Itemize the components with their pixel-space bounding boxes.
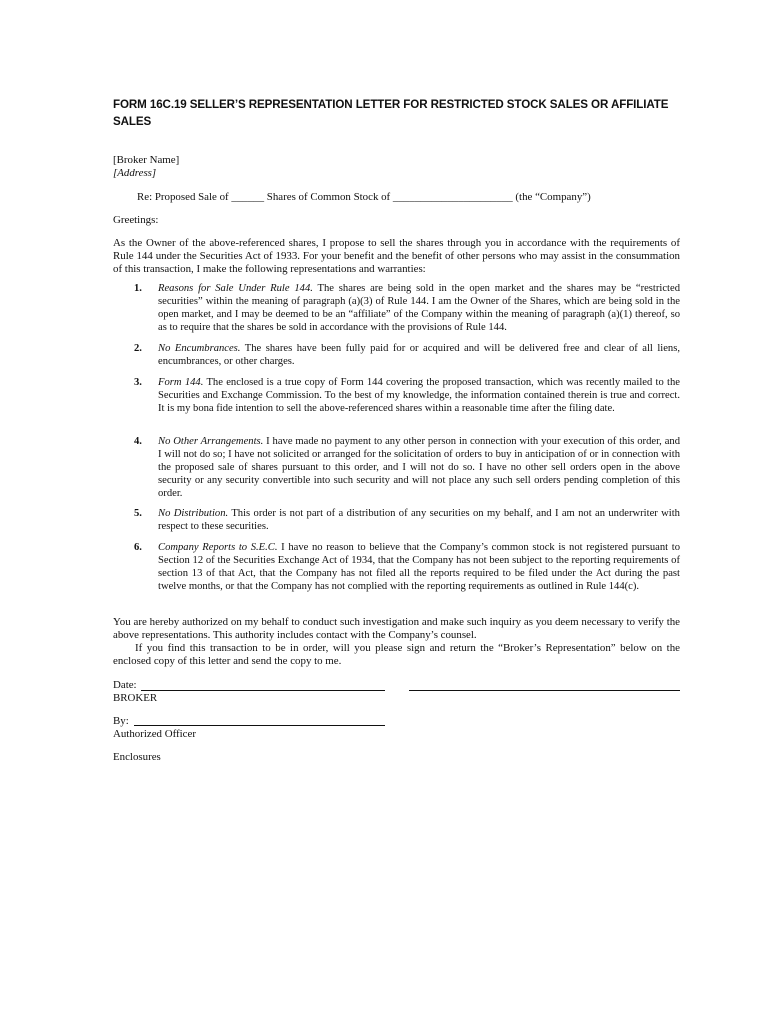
re-line: Re: Proposed Sale of ______ Shares of Common Stock of ______________________ (the “Company”) xyxy=(137,191,591,203)
item-body xyxy=(158,377,680,416)
item-heading: Form 144. xyxy=(158,377,204,388)
item-heading: No Distribution. xyxy=(158,508,229,519)
item-body xyxy=(158,283,680,335)
greeting: Greetings: xyxy=(113,214,159,226)
item-heading: No Other Arrangements. xyxy=(158,436,264,447)
closing-paragraph: If you find this transaction to be in order, will you please sign and return the “Broker’s Representation” below on the enclosed copy of this letter and send the copy to me. xyxy=(113,642,680,668)
item-text: This order is not part of a distribution of any securities on my behalf, and I am not an underwriter with respect to these securities. xyxy=(158,508,680,532)
item-text: I have made no payment to any other person in connection with your execution of this order, and I will not do so; I have not solicited or arranged for the solicitation of orders to buy in anticipation of or in connection with the proposed sale of shares pursuant to this order, and I will not do so. I have no other sell orders open in the above security or any security convertible into such security and will not place any such sell orders pending completion of this order. xyxy=(158,436,680,499)
by-label: By: xyxy=(113,715,129,727)
by-signature-line xyxy=(134,725,385,726)
item-number: 3. xyxy=(134,377,142,388)
authorized-officer-label: Authorized Officer xyxy=(113,728,196,740)
item-body xyxy=(158,436,680,501)
enclosures-label: Enclosures xyxy=(113,751,161,763)
item-heading: No Encumbrances. xyxy=(158,343,241,354)
broker-name-placeholder: [Broker Name] xyxy=(113,154,180,166)
item-body xyxy=(158,542,680,594)
item-heading: Company Reports to S.E.C. xyxy=(158,542,278,553)
item-heading: Reasons for Sale Under Rule 144. xyxy=(158,283,313,294)
broker-signature-line xyxy=(409,690,680,691)
date-signature-line xyxy=(141,690,385,691)
item-number: 1. xyxy=(134,283,142,294)
item-number: 4. xyxy=(134,436,142,447)
intro-paragraph: As the Owner of the above-referenced shares, I propose to sell the shares through you in accordance with the requirements of Rule 144 under the Securities Act of 1933. For your benefit and the benefit of other persons who may assist in the consummation of this transaction, I make the following representations and warranties: xyxy=(113,237,680,276)
date-label: Date: xyxy=(113,679,137,691)
item-body xyxy=(158,343,680,369)
authorization-paragraph: You are hereby authorized on my behalf to conduct such investigation and make such inquiry as you deem necessary to verify the above representations. This authority includes contact with the Company’s counsel. xyxy=(113,616,680,642)
item-number: 2. xyxy=(134,343,142,354)
address-placeholder: [Address] xyxy=(113,167,157,179)
item-body xyxy=(158,508,680,534)
form-title: FORM 16C.19 SELLER’S REPRESENTATION LETTER FOR RESTRICTED STOCK SALES OR AFFILIATE SALES xyxy=(113,98,669,128)
item-text: The enclosed is a true copy of Form 144 covering the proposed transaction, which was recently mailed to the Securities and Exchange Commission. To the best of my knowledge, the information contained therein is true and correct. It is my bona fide intention to sell the above-referenced shares within a reasonable time after the filing date. xyxy=(158,377,681,414)
item-text: The shares have been fully paid for or acquired and will be delivered free and clear of all liens, encumbrances, or other charges. xyxy=(158,343,680,367)
item-number: 5. xyxy=(134,508,142,519)
broker-label: BROKER xyxy=(113,692,158,704)
item-text: I have no reason to believe that the Company’s common stock is not registered pursuant to Section 12 of the Securities Exchange Act of 1934, that the Company has not been subject to the reporting requirements of section 13 of that Act, that the Company has not filed all the reports required to be filed under the Act during the past twelve months, or that the Company has not complied with the reporting requirements as outlined in Rule 144(c). xyxy=(158,542,680,592)
item-text: The shares are being sold in the open market and the shares may be “restricted securities” within the meaning of paragraph (a)(3) of Rule 144. I am the Owner of the Shares, which are being sold in the open market, and I may be deemed to be an “affiliate” of the Company within the meaning of paragraph (a)(1) thereof, so as to require that the shares be sold in accordance with the provisions of Rule 144. xyxy=(158,283,680,333)
item-number: 6. xyxy=(134,542,142,553)
